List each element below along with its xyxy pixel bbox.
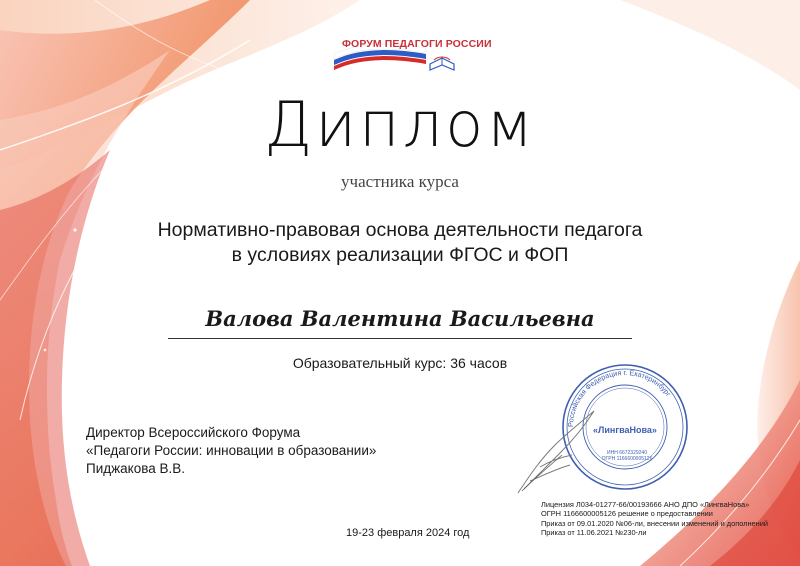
director-forum: «Педагоги России: инновации в образовании»: [86, 443, 377, 458]
diploma-subtitle: участника курса: [341, 172, 459, 191]
stamp-ogrn: ОГРН 1166600005126: [601, 456, 653, 462]
course-title-line-2: в условиях реализации ФГОС и ФОП: [231, 244, 569, 266]
director-signature: [510, 405, 600, 500]
stamp-center-text: «ЛингваНова»: [593, 425, 657, 435]
license-block: [541, 500, 768, 538]
director-title: Директор Всероссийского Форума: [86, 425, 301, 440]
diploma-title: Диплом: [264, 88, 536, 161]
recipient-name: Валова Валентина Васильевна: [205, 306, 595, 331]
stamp-inn-text: [597, 450, 657, 462]
course-title-line-1: Нормативно-правовая основа деятельности педагога: [157, 219, 643, 241]
name-underline: [168, 338, 632, 339]
director-name: Пиджакова В.В.: [86, 461, 186, 476]
license-line-2: ОГРН 1166600005126 решение о предоставлении: [541, 509, 713, 519]
course-hours: Образовательный курс: 36 часов: [292, 355, 508, 371]
stamp-inn: ИНН 6672329240: [606, 450, 647, 456]
director-block: [86, 424, 376, 478]
course-date: 19-23 февраля 2024 год: [346, 527, 470, 539]
license-line-3: Приказ от 09.01.2020 №06-ли, внесении изменений и дополнений: [541, 518, 769, 528]
logo-text: ФОРУМ ПЕДАГОГИ РОССИИ: [342, 38, 492, 50]
stamp-ring-text: Российская Федерация г. Екатеринбург: [565, 367, 674, 428]
license-line-1: Лицензия Л034-01277-66/00193666 АНО ДПО «ЛингваНова»: [541, 500, 750, 509]
license-line-4: Приказ от 11.06.2021 №230-ли: [541, 528, 647, 538]
course-title: [100, 218, 700, 268]
